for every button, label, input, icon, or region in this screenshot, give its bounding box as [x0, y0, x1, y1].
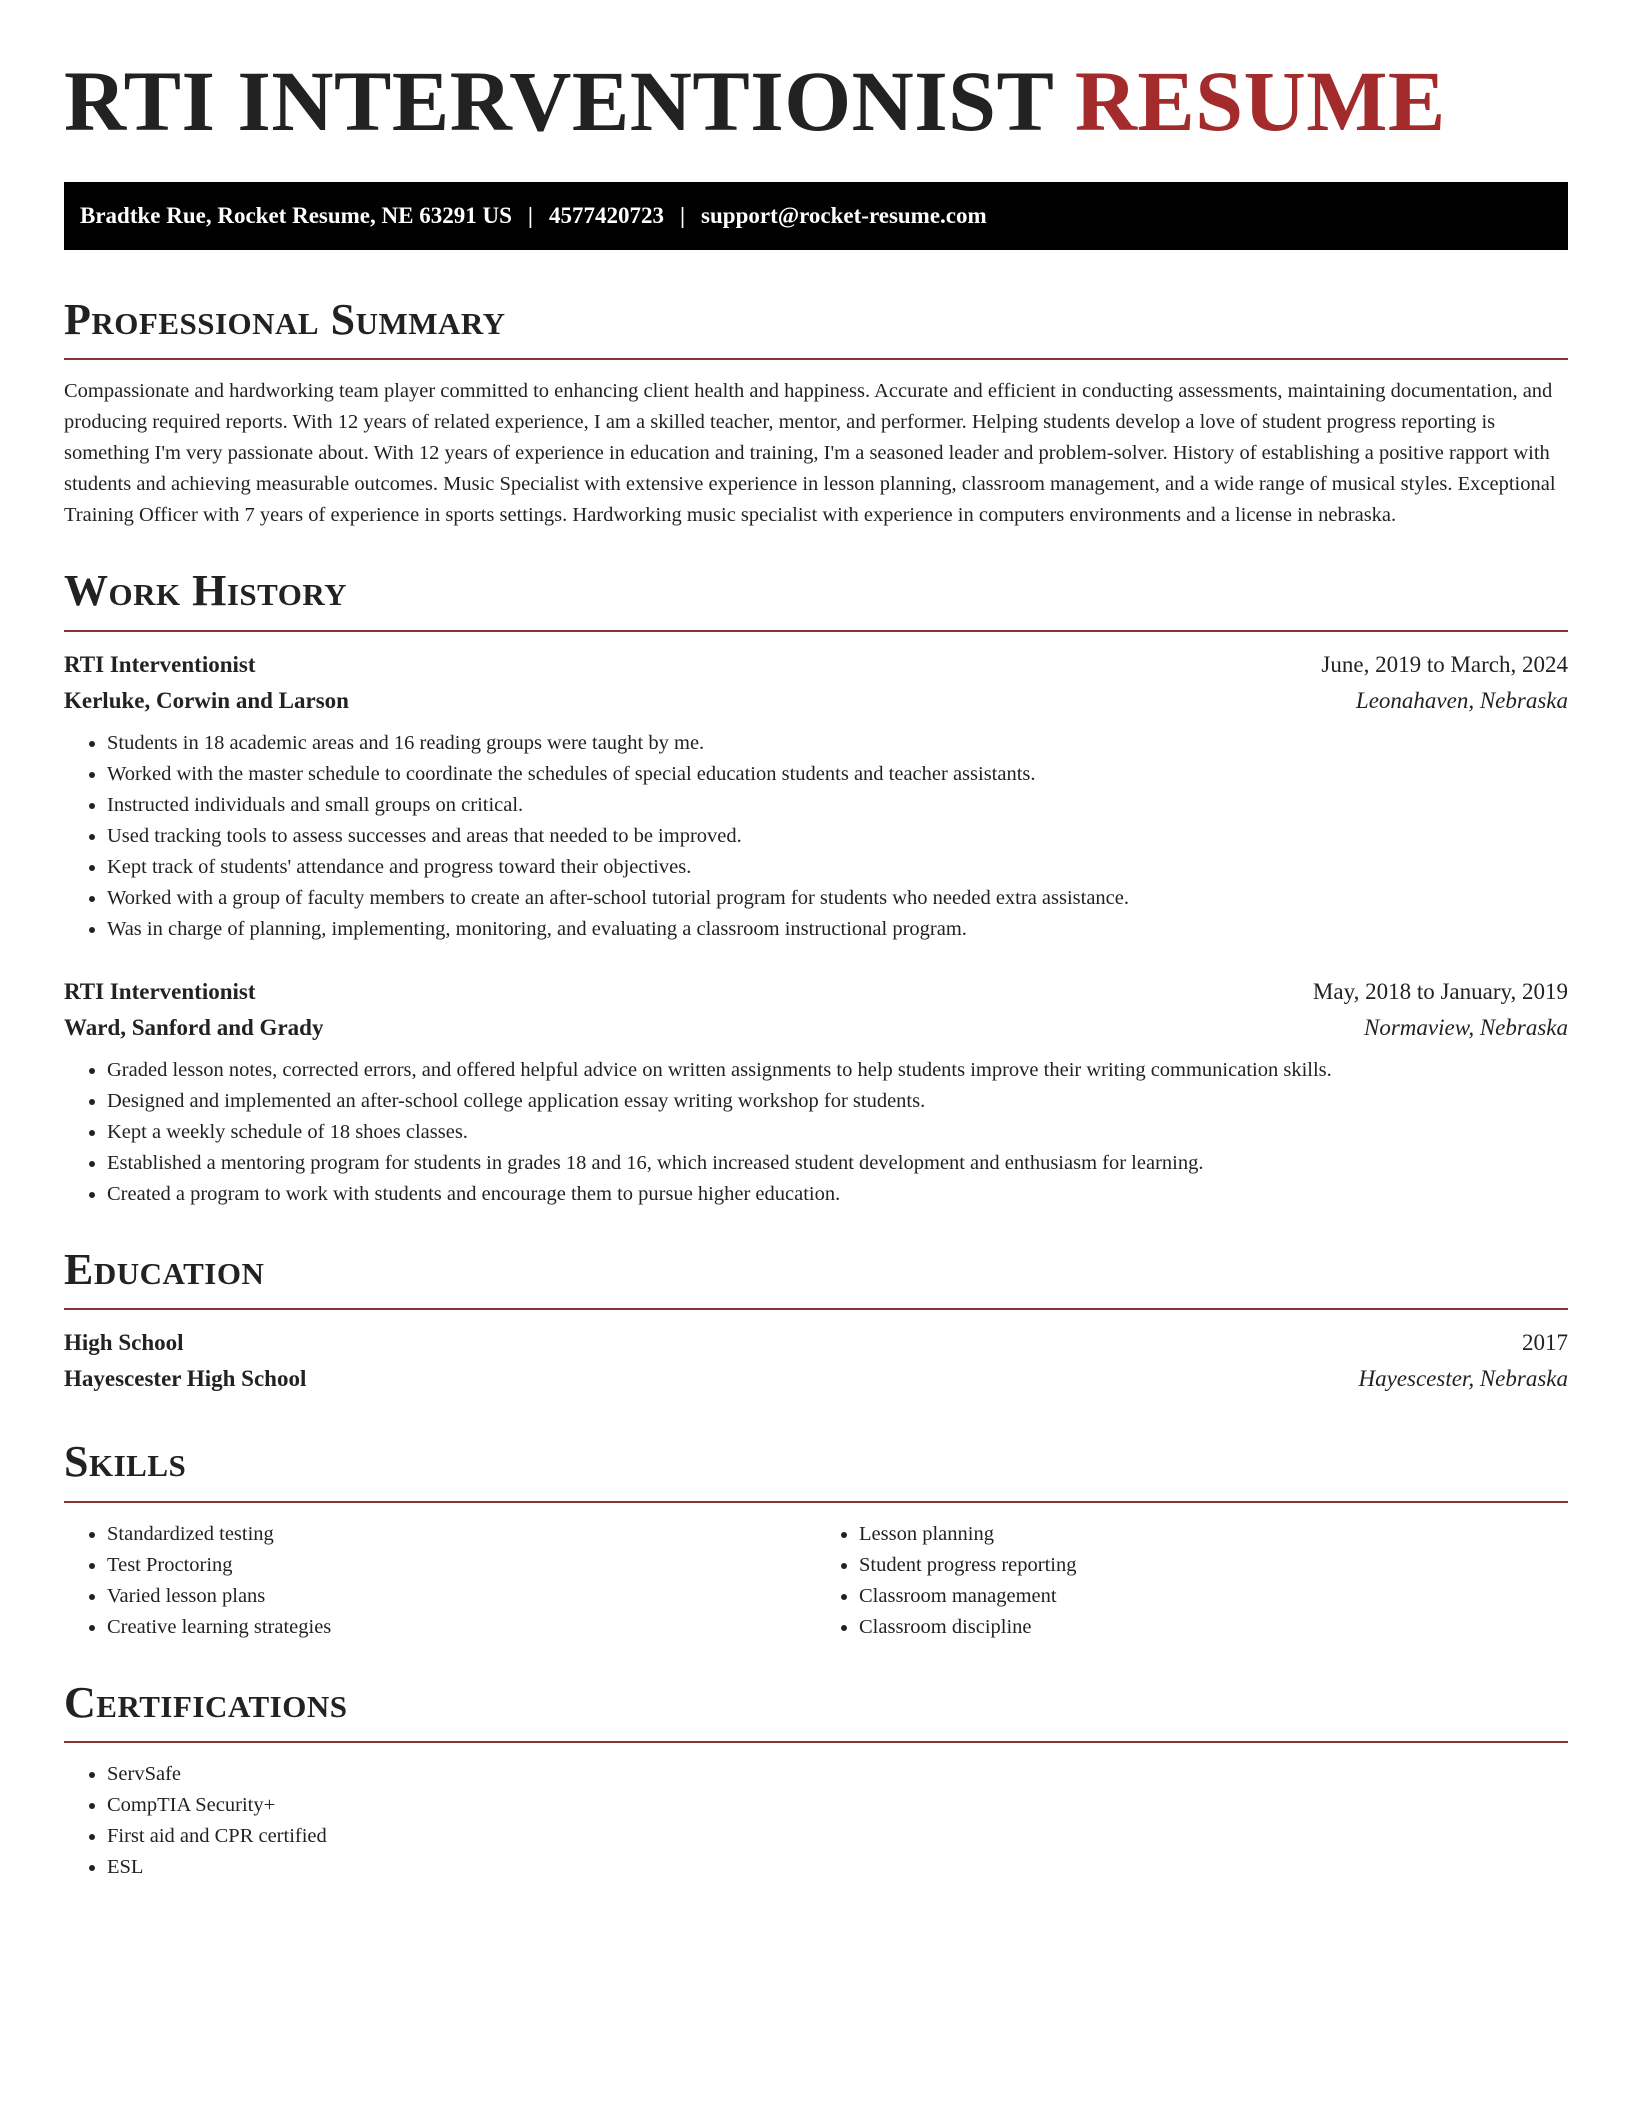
job-company-row [64, 1015, 1568, 1041]
list-item: • Classroom management [859, 1581, 1568, 1612]
education-year: 2017 [1522, 1330, 1568, 1356]
list-item: • Instructed individuals and small groups on critical. [107, 790, 1568, 821]
education-degree-row [64, 1330, 1568, 1366]
education-degree: High School [64, 1330, 184, 1356]
education-school: Hayescester High School [64, 1366, 307, 1392]
job-role-row [64, 652, 1568, 688]
job-role: RTI Interventionist [64, 651, 256, 677]
certifications-list [64, 1759, 1568, 1883]
education-school-row [64, 1366, 1568, 1402]
title-main: RTI INTERVENTIONIST [64, 53, 1053, 149]
section-divider [64, 1501, 1568, 1503]
list-item: • Varied lesson plans [107, 1581, 816, 1612]
list-item: • Worked with the master schedule to coordinate the schedules of special education students and teacher assistants. [107, 759, 1568, 790]
contact-separator: | [527, 203, 533, 228]
contact-email[interactable]: support@rocket-resume.com [701, 203, 987, 228]
list-item: • Kept track of students' attendance and progress toward their objectives. [107, 852, 1568, 883]
job-dates: May, 2018 to January, 2019 [1312, 978, 1568, 1004]
skills-columns [64, 1519, 1568, 1643]
list-item: • Students in 18 academic areas and 16 reading groups were taught by me. [107, 728, 1568, 759]
certifications-section [64, 1679, 1568, 1883]
education-heading: Education [64, 1244, 265, 1294]
list-item: • Classroom discipline [859, 1612, 1568, 1643]
skills-heading: Skills [64, 1437, 187, 1487]
skills-list-left [64, 1519, 816, 1643]
summary-text: Compassionate and hardworking team player committed to enhancing client health and happiness. Accurate and efficient in conducting assessments, maintaining documentation, and producing required reports. With 12 years of related experience, I am a skilled teacher, mentor, and performer. Helping students develop a love of student progress reporting is something I'm very passionate about. With 12 years of experience in education and training, I'm a seasoned leader and problem-solver. History of establishing a positive rapport with students and achieving measurable outcomes. Music Specialist with extensive experience in lesson planning, classroom management, and a wide range of musical styles. Exceptional Training Officer with 7 years of experience in sports settings. Hardworking music specialist with experience in computers environments and a license in nebraska. [64, 380, 1556, 527]
job-bullets [64, 1055, 1568, 1210]
education-entry [64, 1330, 1568, 1402]
work-history-heading: Work History [64, 566, 348, 616]
list-item: • Lesson planning [859, 1519, 1568, 1550]
list-item: • Student progress reporting [859, 1550, 1568, 1581]
education-section [64, 1246, 1568, 1402]
list-item: • Established a mentoring program for students in grades 18 and 16, which increased student development and enthusiasm for learning. [107, 1148, 1568, 1179]
work-history-section [64, 567, 1568, 1209]
job-bullets [64, 728, 1568, 945]
contact-address: Bradtke Rue, Rocket Resume, NE 63291 US [80, 203, 512, 228]
job-company-row [64, 688, 1568, 714]
section-divider [64, 630, 1568, 632]
job-location: Leonahaven, Nebraska [1355, 687, 1568, 713]
list-item: • Standardized testing [107, 1519, 816, 1550]
summary-section [64, 296, 1568, 531]
job-dates: June, 2019 to March, 2024 [1321, 651, 1568, 677]
list-item: • Was in charge of planning, implementing, monitoring, and evaluating a classroom instructional program. [107, 914, 1568, 945]
list-item: • Created a program to work with students and encourage them to pursue higher education. [107, 1179, 1568, 1210]
job-entry [64, 979, 1568, 1210]
list-item: • CompTIA Security+ [107, 1790, 1568, 1821]
skills-list-right [816, 1519, 1568, 1643]
job-entry [64, 652, 1568, 945]
list-item: • Kept a weekly schedule of 18 shoes classes. [107, 1117, 1568, 1148]
section-divider [64, 1741, 1568, 1743]
skills-section [64, 1438, 1568, 1642]
list-item: • ServSafe [107, 1759, 1568, 1790]
job-location: Normaview, Nebraska [1363, 1014, 1568, 1040]
section-divider [64, 358, 1568, 360]
list-item: • Worked with a group of faculty members to create an after-school tutorial program for students who needed extra assistance. [107, 883, 1568, 914]
job-company: Kerluke, Corwin and Larson [64, 687, 349, 713]
education-location: Hayescester, Nebraska [1358, 1366, 1568, 1392]
list-item: • First aid and CPR certified [107, 1821, 1568, 1852]
job-company: Ward, Sanford and Grady [64, 1014, 324, 1040]
section-divider [64, 1308, 1568, 1310]
job-role-row [64, 979, 1568, 1015]
list-item: • Used tracking tools to assess successes and areas that needed to be improved. [107, 821, 1568, 852]
list-item: • Test Proctoring [107, 1550, 816, 1581]
list-item: • Graded lesson notes, corrected errors, and offered helpful advice on written assignments to help students improve their writing communication skills. [107, 1055, 1568, 1086]
contact-phone[interactable]: 4577420723 [548, 203, 664, 228]
summary-heading: Professional Summary [64, 295, 506, 344]
resume-title [64, 53, 1568, 149]
list-item: • Designed and implemented an after-school college application essay writing workshop for students. [107, 1086, 1568, 1117]
title-accent: RESUME [1074, 53, 1446, 149]
contact-separator: | [679, 203, 686, 228]
job-role: RTI Interventionist [64, 978, 256, 1004]
certifications-heading: Certifications [64, 1677, 348, 1727]
list-item: • Creative learning strategies [107, 1612, 816, 1643]
list-item: • ESL [107, 1852, 1568, 1883]
contact-bar [64, 182, 1568, 250]
